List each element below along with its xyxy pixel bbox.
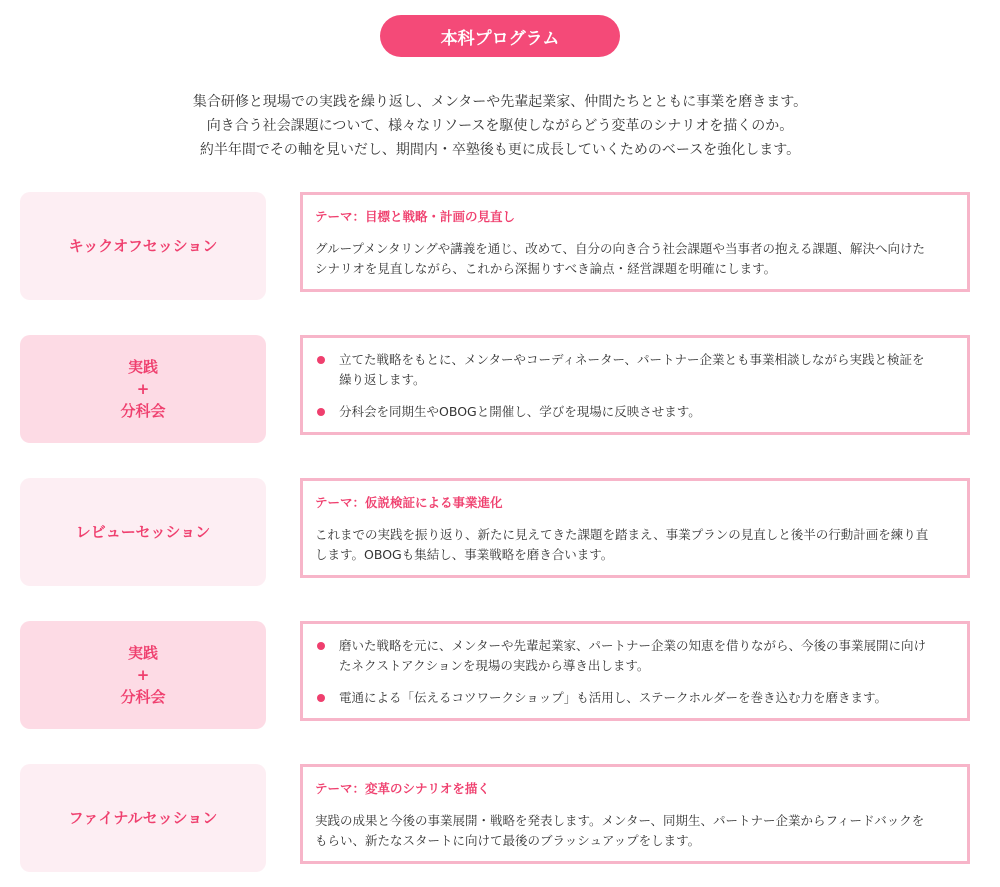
list-item-line: 磨いた戦略を元に、メンターや先輩起業家、パートナー企業の知恵を借りながら、今後の事業展開に向け bbox=[339, 638, 927, 653]
card-body bbox=[315, 811, 955, 851]
card-theme: テーマ：変革のシナリオを描く bbox=[315, 781, 490, 796]
step-label: ファイナルセッション bbox=[68, 809, 218, 827]
bullet-dot-icon bbox=[317, 408, 325, 416]
step-label: 実践 bbox=[127, 358, 158, 376]
step-final-session bbox=[20, 764, 266, 872]
program-title-badge bbox=[380, 15, 620, 57]
step-label: 分科会 bbox=[120, 402, 166, 420]
card-theme: テーマ：仮説検証による事業進化 bbox=[315, 495, 503, 510]
bullet-dot-icon bbox=[317, 356, 325, 364]
intro-text bbox=[0, 90, 1000, 162]
card-practice-2 bbox=[300, 621, 970, 721]
card-body-line: もらい、新たなスタートに向けて最後のブラッシュアップをします。 bbox=[315, 833, 701, 848]
card-body bbox=[315, 239, 955, 279]
bullet-dot-icon bbox=[317, 694, 325, 702]
list-item-line: 分科会を同期生やOBOGと開催し、学びを現場に反映させます。 bbox=[339, 404, 701, 419]
list-item-line: 繰り返します。 bbox=[339, 372, 426, 387]
bullet-list bbox=[315, 636, 961, 720]
card-body-line: シナリオを見直しながら、これから深掘りすべき論点・経営課題を明確にします。 bbox=[315, 261, 777, 276]
step-label: レビューセッション bbox=[75, 523, 211, 541]
card-body bbox=[315, 525, 955, 565]
step-label: 分科会 bbox=[120, 688, 166, 706]
program-title: 本科プログラム bbox=[440, 28, 560, 49]
card-theme: テーマ：目標と戦略・計画の見直し bbox=[315, 209, 516, 224]
step-practice-subcommittee-1 bbox=[20, 335, 266, 443]
card-review bbox=[300, 478, 970, 578]
step-label-plus: + bbox=[136, 666, 150, 684]
list-item-line: 電通による「伝えるコツワークショップ」も活用し、ステークホルダーを巻き込む力を磨きます。 bbox=[339, 690, 888, 705]
card-body-line: 実践の成果と今後の事業展開・戦略を発表します。メンター、同期生、パートナー企業からフィードバックを bbox=[315, 813, 925, 828]
card-body-line: します。OBOGも集結し、事業戦略を磨き合います。 bbox=[315, 547, 614, 562]
step-label: キックオフセッション bbox=[68, 237, 218, 255]
card-kickoff bbox=[300, 192, 970, 292]
list-item bbox=[315, 636, 961, 676]
card-practice-1 bbox=[300, 335, 970, 435]
step-review-session bbox=[20, 478, 266, 586]
step-label: 実践 bbox=[127, 644, 158, 662]
step-practice-subcommittee-2 bbox=[20, 621, 266, 729]
list-item-line: 立てた戦略をもとに、メンターやコーディネーター、パートナー企業とも事業相談しながら実践と検証を bbox=[339, 352, 925, 367]
intro-line: 約半年間でその軸を見いだし、期間内・卒塾後も更に成長していくためのベースを強化します。 bbox=[199, 142, 801, 158]
card-final bbox=[300, 764, 970, 864]
list-item bbox=[315, 402, 961, 422]
intro-line: 集合研修と現場での実践を繰り返し、メンターや先輩起業家、仲間たちとともに事業を磨きます。 bbox=[192, 94, 808, 110]
step-kickoff-session bbox=[20, 192, 266, 300]
card-body-line: グループメンタリングや講義を通じ、改めて、自分の向き合う社会課題や当事者の抱える課題、解決へ向けた bbox=[315, 241, 926, 256]
bullet-list bbox=[315, 350, 961, 434]
list-item-line: たネクストアクションを現場の実践から導き出します。 bbox=[339, 658, 650, 673]
list-item bbox=[315, 688, 961, 708]
step-label-plus: + bbox=[136, 380, 150, 398]
card-body-line: これまでの実践を振り返り、新たに見えてきた課題を踏まえ、事業プランの見直しと後半の行動計画を練り直 bbox=[315, 527, 929, 542]
list-item bbox=[315, 350, 961, 390]
bullet-dot-icon bbox=[317, 642, 325, 650]
intro-line: 向き合う社会課題について、様々なリソースを駆使しながらどう変革のシナリオを描くのか。 bbox=[206, 118, 794, 134]
